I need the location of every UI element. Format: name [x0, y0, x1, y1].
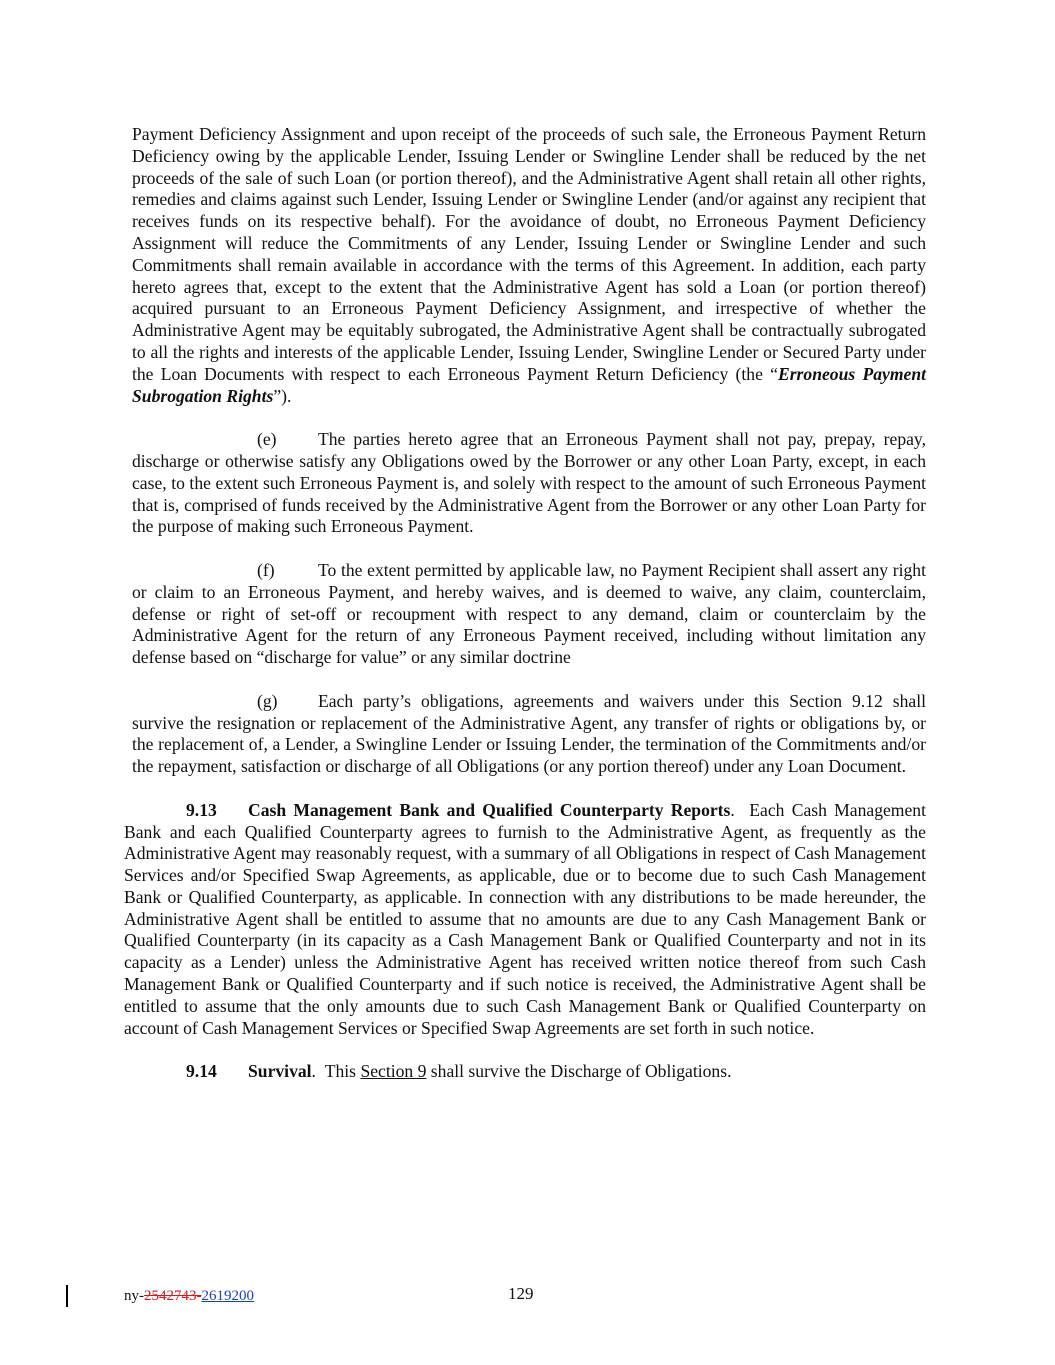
paragraph-e-label: (e): [257, 429, 277, 450]
paragraph-f: [124, 560, 926, 669]
page-body: [124, 124, 926, 1083]
paragraph-g-text: Each party’s obligations, agreements and waivers under this Section 9.12 shall survive the resignation or replacement of the Administrative Agent, any transfer of rights or obligations by, or the replacement of, a Lender, a Swingline Lender or Issuing Lender, the termination of the Commitments and/or the repayment, satisfaction or discharge of all Obligations (or any portion thereof) under any Loan Document.: [132, 690, 926, 777]
section-9-13-text: Each Cash Management Bank and each Qualified Counterparty agrees to furnish to the Administrative Agent, as frequently as the Administrative Agent may reasonably request, with a summary of all Obligations in respect of Cash Management Services and/or Specified Swap Agreements, as applicable, due or to become due to such Cash Management Bank or Qualified Counterparty, as applicable. In connection with any distributions to be made hereunder, the Administrative Agent shall be entitled to assume that no amounts are due to any Cash Management Bank or Qualified Counterparty (in its capacity as a Cash Management Bank or Qualified Counterparty and not in its capacity as a Lender) unless the Administrative Agent has received written notice thereof from such Cash Management Bank or Qualified Counterparty and if such notice is received, the Administrative Agent shall be entitled to assume that the only amounts due to such Cash Management Bank or Qualified Counterparty on account of Cash Management Services or Specified Swap Agreements are set forth in such notice.: [124, 799, 926, 1038]
paragraph-d-continuation: [124, 124, 926, 407]
defined-term-subrogation-rights: Erroneous Payment Subrogation Rights: [132, 363, 926, 406]
section-9-14-title: Survival: [248, 1061, 312, 1082]
paragraph-f-text: To the extent permitted by applicable law, no Payment Recipient shall assert any right or claim to an Erroneous Payment, and hereby waives, and is deemed to waive, any claim, counterclaim, defense or right of set-off or recoupment with respect to any demand, claim or counterclaim by the Administrative Agent for the return of any Erroneous Payment received, including without limitation any defense based on “discharge for value” or any similar doctrine: [132, 559, 926, 668]
section-9-14: [124, 1061, 926, 1083]
section-9-13-title-period: .: [730, 799, 735, 820]
doc-id-inserted-number: 2619200: [201, 1288, 254, 1304]
doc-id-prefix: ny-: [124, 1288, 144, 1304]
paragraph-e-text: The parties hereto agree that an Erroneous Payment shall not pay, prepay, repay, discharge or otherwise satisfy any Obligations owed by the Borrower or any other Loan Party, except, in each case, to the extent such Erroneous Payment is, and solely with respect to the amount of such Erroneous Payment that is, comprised of funds received by the Administrative Agent from the Borrower or any other Loan Party for the purpose of making such Erroneous Payment.: [132, 429, 926, 537]
revision-change-bar: [66, 1285, 68, 1307]
section-9-13-title: Cash Management Bank and Qualified Counterparty Reports: [248, 799, 731, 820]
section-9-14-number: 9.14: [186, 1061, 217, 1082]
section-9-14-text-before: This: [324, 1061, 361, 1082]
doc-id-deleted-number: 2542743-: [144, 1288, 202, 1304]
section-9-13: [124, 800, 926, 1040]
page-footer: [0, 1282, 1055, 1322]
paragraph-d-text: Payment Deficiency Assignment and upon receipt of the proceeds of such sale, the Erroneous Payment Return Deficiency owing by the applicable Lender, Issuing Lender or Swingline Lender shall be reduced by the net proceeds of the sale of such Loan (or portion thereof), and the Administrative Agent shall retain all other rights, remedies and claims against such Lender, Issuing Lender or Swingline Lender (and/or against any recipient that receives funds on its respective behalf). For the avoidance of doubt, no Erroneous Payment Deficiency Assignment will reduce the Commitments of any Lender, Issuing Lender or Swingline Lender and such Commitments shall remain available in accordance with the terms of this Agreement. In addition, each party hereto agrees that, except to the extent that the Administrative Agent has sold a Loan (or portion thereof) acquired pursuant to an Erroneous Payment Deficiency Assignment, and irrespective of whether the Administrative Agent may be equitably subrogated, the Administrative Agent shall be contractually subrogated to all the rights and interests of the applicable Lender, Issuing Lender, Swingline Lender or Secured Party under the Loan Documents with respect to each Erroneous Payment Return Deficiency (the “: [132, 124, 926, 384]
page-number: 129: [508, 1284, 534, 1303]
section-9-14-text-after: shall survive the Discharge of Obligations.: [426, 1061, 732, 1082]
document-id: [124, 1288, 254, 1305]
paragraph-e: [124, 429, 926, 538]
paragraph-f-label: (f): [257, 559, 275, 580]
paragraph-g-label: (g): [257, 690, 278, 711]
paragraph-d-closing: ”).: [273, 385, 292, 406]
section-9-14-title-period: .: [311, 1061, 316, 1082]
section-9-cross-reference[interactable]: Section 9: [360, 1061, 427, 1082]
paragraph-g: [124, 691, 926, 778]
section-9-13-number: 9.13: [186, 799, 217, 820]
